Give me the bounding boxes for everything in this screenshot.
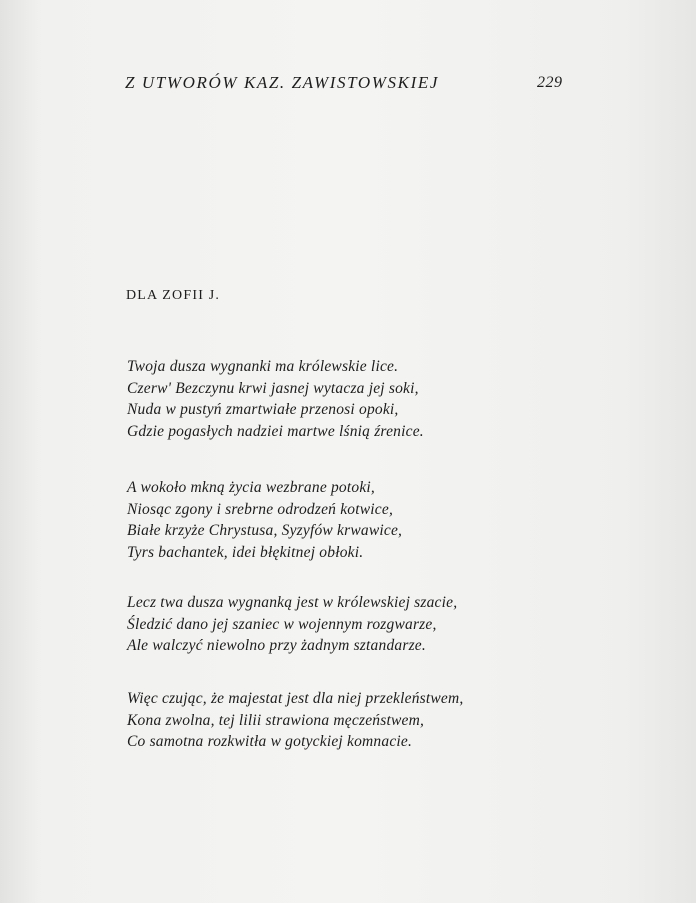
poem-line: Czerw' Bezczynu krwi jasnej wytacza jej soki, [127,379,419,397]
poem-line: Gdzie pogasłych nadziei martwe lśnią źrenice. [127,422,424,440]
poem-line: Ale walczyć niewolno przy żadnym sztandarze. [127,637,426,654]
poem-line: Nuda w pustyń zmartwiałe przenosi opoki, [127,401,399,418]
stanza-1 [127,356,424,442]
poem-line: A wokoło mkną życia wezbrane potoki, [127,479,375,496]
poem-line: Lecz twa dusza wygnanką jest w królewskiej szacie, [127,594,458,611]
poem-line: Niosąc zgony i srebrne odrodzeń kotwice, [127,500,394,518]
poem-line: Co samotna rozkwitła w gotyckiej komnacie. [127,733,413,750]
running-head-title: Z UTWORÓW KAZ. ZAWISTOWSKIEJ [125,73,439,92]
stanza-4 [127,688,463,753]
poem-line: Śledzić dano jej szaniec w wojennym rozgwarze, [127,615,437,633]
poem-line: Twoja dusza wygnanki ma królewskie lice. [127,358,399,375]
poem-line: Białe krzyże Chrystusa, Syzyfów krwawice, [127,522,403,539]
poem-line: Więc czując, że majestat jest dla niej przekleństwem, [127,690,464,707]
poem-line: Kona zwolna, tej lilii strawiona męczeństwem, [127,711,425,729]
poem-line: Tyrs bachantek, idei błękitnej obłoki. [127,543,364,561]
stanza-2 [127,477,402,563]
stanza-3 [127,592,457,657]
page-number: 229 [537,74,563,91]
poem-dedication: DLA ZOFII J. [126,288,221,303]
